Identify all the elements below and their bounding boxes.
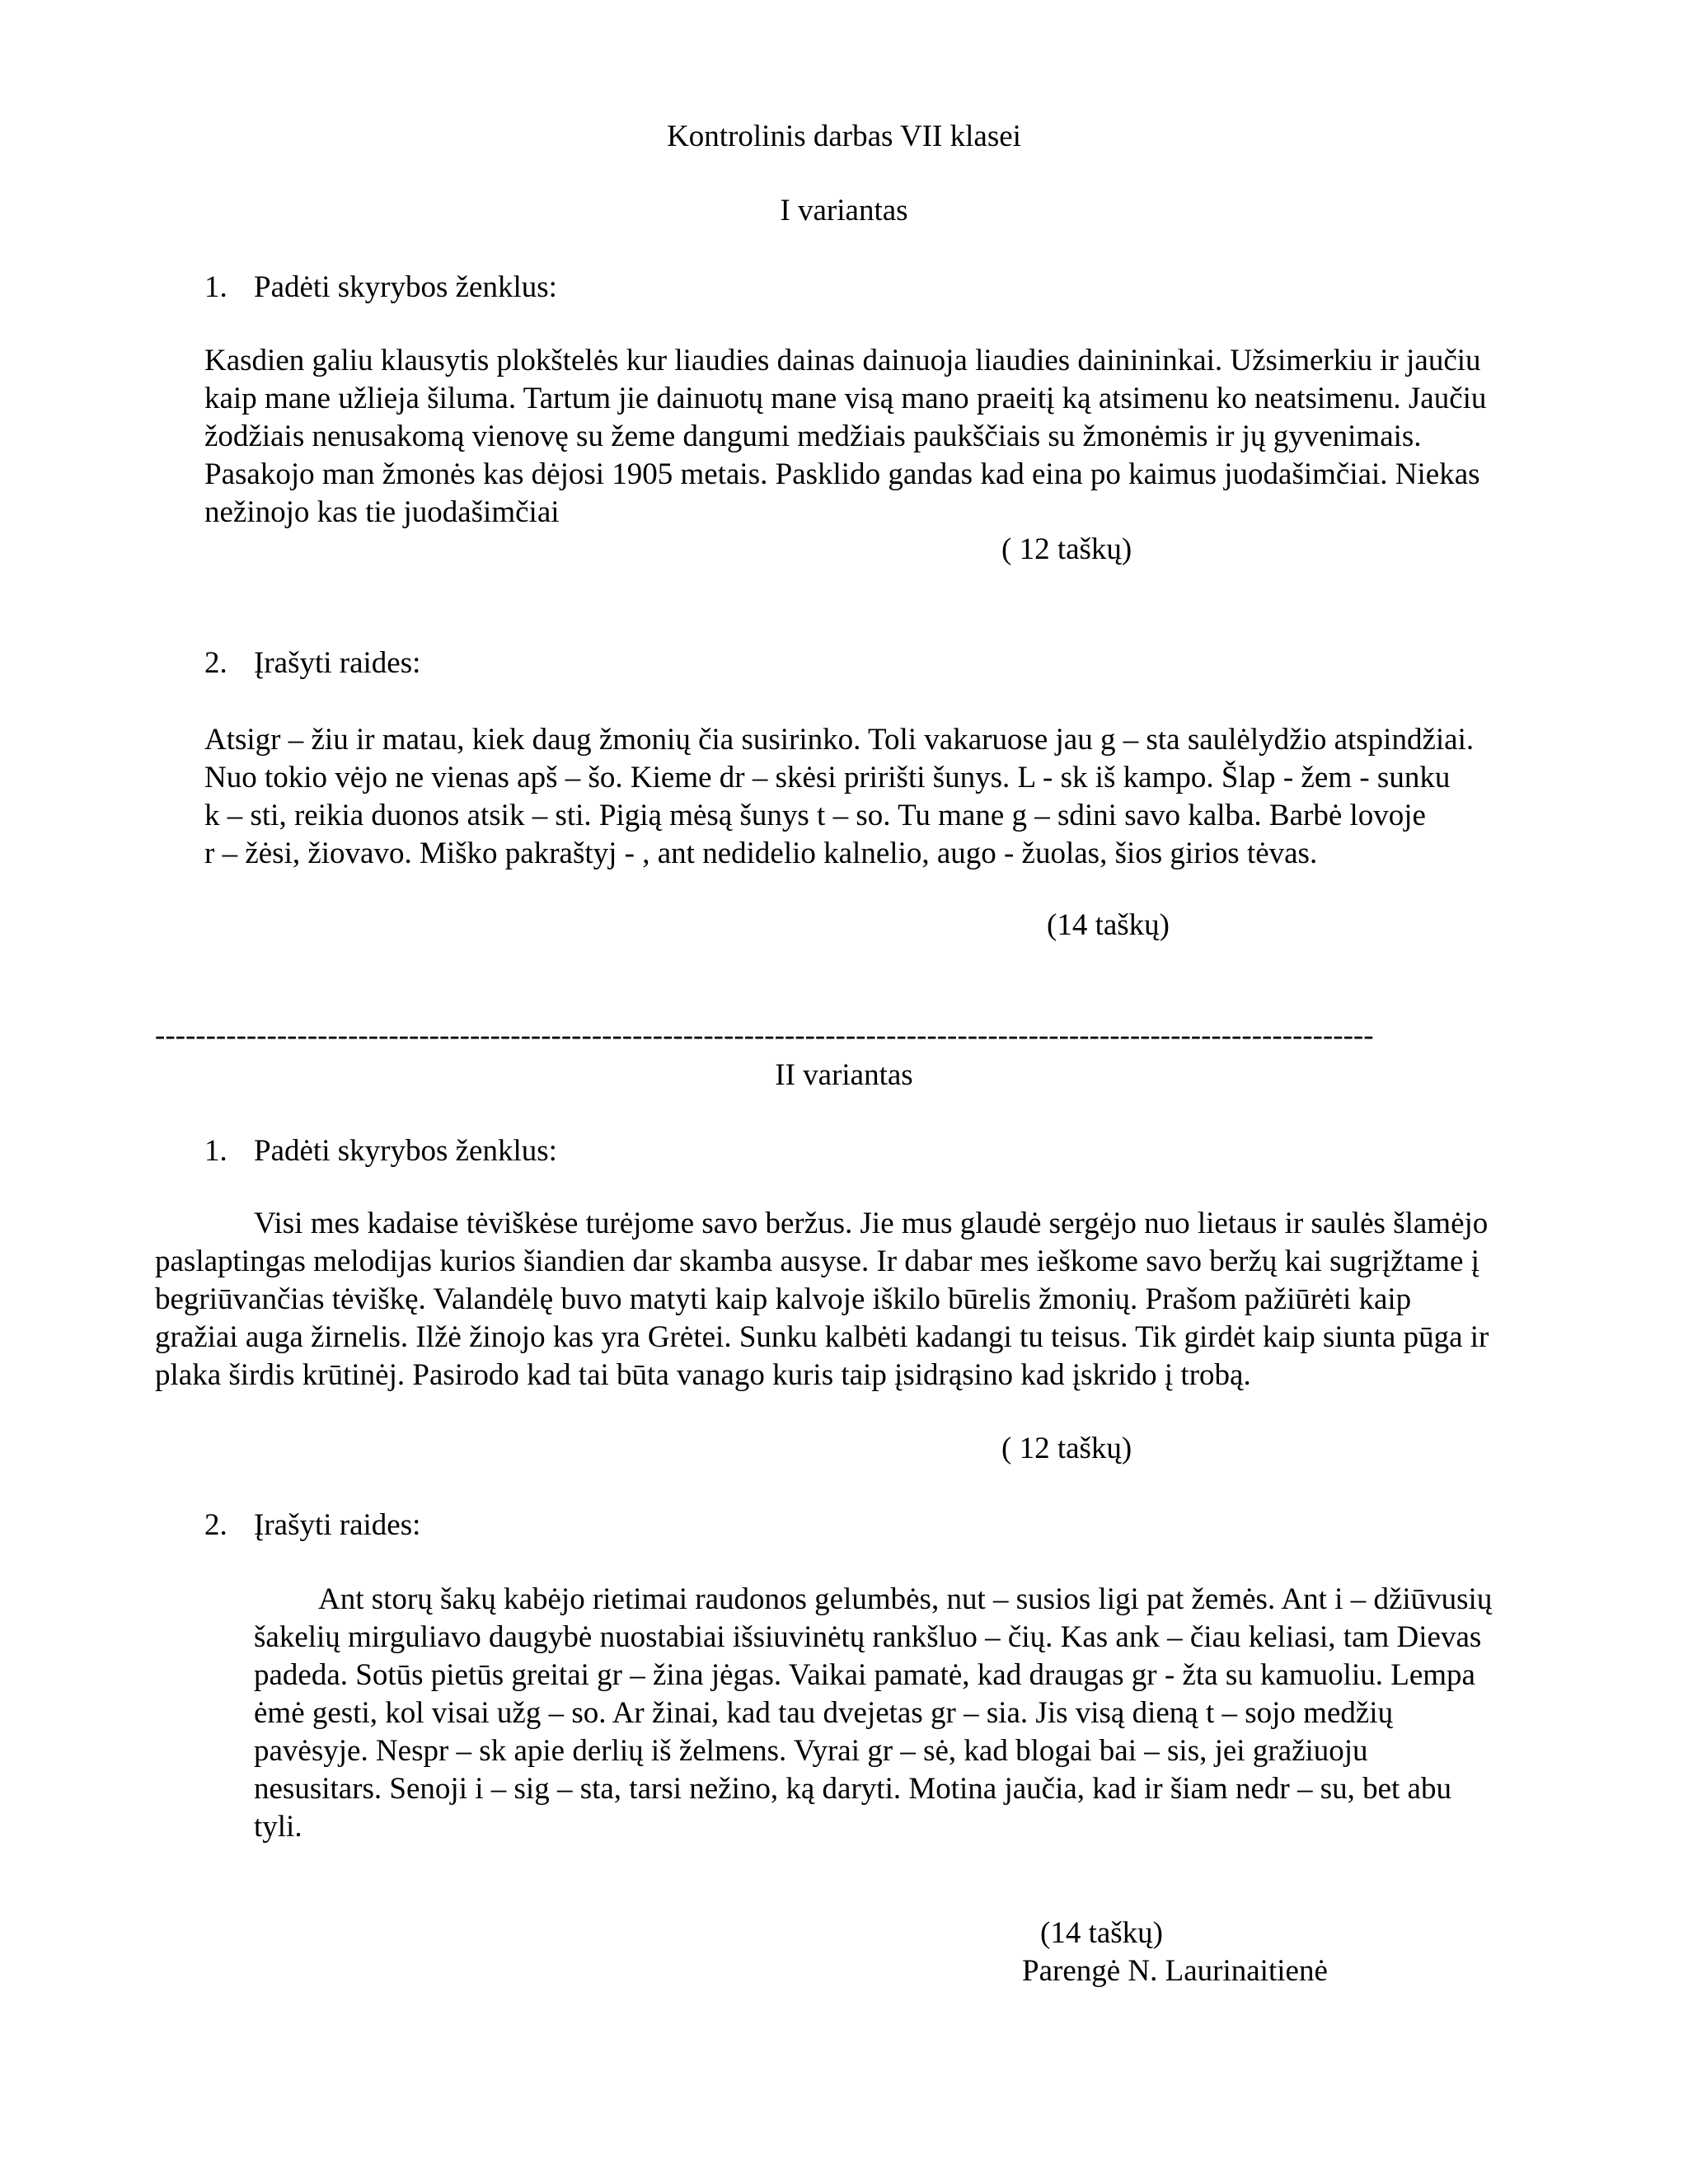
v2-task2-instruction-text: Įrašyti raides: (254, 1508, 421, 1542)
v1-task2-text (204, 721, 1474, 873)
text-line: tyli. (254, 1810, 302, 1844)
text-line: žodžiais nenusakomą vienovę su žeme dangumi medžiais paukščiais su žmonėmis ir jų gyvenimais. (204, 419, 1422, 453)
text-line: nesusitars. Senoji i – sig – sta, tarsi nežino, ką daryti. Motina jaučia, kad ir šiam nedr – su, bet abu (254, 1772, 1451, 1806)
text-line: padeda. Sotūs pietūs greitai gr – žina jėgas. Vaikai pamatė, kad draugas gr - žta su kamuoliu. Lempa (254, 1658, 1475, 1692)
v2-task1-points: ( 12 taškų) (1001, 1432, 1132, 1465)
text-line: Atsigr – žiu ir matau, kiek daug žmonių čia susirinko. Toli vakaruose jau g – sta saulėlydžio atspindžiai. (204, 723, 1475, 757)
v1-task2-number: 2. (204, 646, 227, 680)
text-line: Pasakojo man žmonės kas dėjosi 1905 metais. Pasklido gandas kad eina po kaimus juodašimčiai. Niekas (204, 457, 1480, 491)
author-credit: Parengė N. Laurinaitienė (1022, 1954, 1328, 1988)
v1-task1-number: 1. (204, 270, 227, 304)
text-line: kaip mane užlieja šiluma. Tartum jie dainuotų mane visą mano praeitį ką atsimenu ko neatsimenu. Jaučiu (204, 382, 1487, 415)
v1-task1-points: ( 12 taškų) (1001, 532, 1132, 566)
v2-task1-number: 1. (204, 1134, 227, 1168)
v1-task2-instruction-text: Įrašyti raides: (254, 646, 421, 680)
text-line: nežinojo kas tie juodašimčiai (204, 495, 560, 529)
text-line: r – žėsi, žiovavo. Miško pakraštyj - , ant nedidelio kalnelio, augo - žuolas, šios girios tėvas. (204, 837, 1318, 870)
variant-1-heading: I variantas (780, 194, 908, 227)
text-line: pavėsyje. Nespr – sk apie derlių iš želmens. Vyrai gr – sė, kad blogai bai – sis, jei gražiuoju (254, 1734, 1368, 1768)
text-line: Nuo tokio vėjo ne vienas apš – šo. Kieme dr – skėsi pririšti šunys. L - sk iš kampo. Šlap - žem - sunku (204, 761, 1451, 794)
v2-task1-text (155, 1205, 1489, 1394)
section-separator: ------------------------------------------------------------------------------------------------------------------------ (155, 1019, 1374, 1052)
text-line: Kasdien galiu klausytis plokštelės kur liaudies dainas dainuoja liaudies dainininkai. Užsimerkiu ir jaučiu (204, 344, 1481, 377)
text-line: ėmė gesti, kol visai užg – so. Ar žinai, kad tau dvejetas gr – sia. Jis visą dieną t – sojo medžių (254, 1696, 1394, 1730)
text-line: k – sti, reikia duonos atsik – sti. Pigią mėsą šunys t – so. Tu mane g – sdini savo kalba. Barbė lovoje (204, 799, 1426, 832)
text-line: paslaptingas melodijas kurios šiandien dar skamba ausyse. Ir dabar mes ieškome savo beržų kai sugrįžtame į (155, 1244, 1479, 1278)
v1-task1-instruction-text: Padėti skyrybos ženklus: (254, 270, 557, 304)
text-line: Ant storų šakų kabėjo rietimai raudonos gelumbės, nut – susios ligi pat žemės. Ant i – džiūvusių (318, 1582, 1493, 1616)
text-line: šakelių mirguliavo daugybė nuostabiai išsiuvinėtų rankšluo – čių. Kas ank – čiau keliasi, tam Dievas (254, 1620, 1482, 1654)
v2-task2-number: 2. (204, 1508, 227, 1542)
text-line: plaka širdis krūtinėj. Pasirodo kad tai būta vanago kuris taip įsidrąsino kad įskrido į trobą. (155, 1358, 1251, 1392)
v1-task2-instruction (204, 644, 420, 682)
v1-task1-instruction (204, 269, 557, 307)
page-title: Kontrolinis darbas VII klasei (667, 120, 1021, 153)
v2-task1-instruction (204, 1132, 557, 1170)
v2-task2-instruction (204, 1507, 420, 1544)
text-line: gražiai auga žirnelis. Ilžė žinojo kas yra Grėtei. Sunku kalbėti kadangi tu teisus. Tik girdėt kaip siunta pūga ir (155, 1320, 1489, 1354)
text-line: Visi mes kadaise tėviškėse turėjome savo beržus. Jie mus glaudė sergėjo nuo lietaus ir saulės šlamėjo (254, 1207, 1489, 1240)
v2-task1-instruction-text: Padėti skyrybos ženklus: (254, 1134, 557, 1168)
v1-task1-text (204, 342, 1486, 532)
variant-2-heading: II variantas (775, 1058, 913, 1092)
v1-task2-points: (14 taškų) (1047, 908, 1170, 942)
text-line: begriūvančias tėviškę. Valandėlę buvo matyti kaip kalvoje iškilo būrelis žmonių. Prašom pažiūrėti kaip (155, 1282, 1412, 1316)
v2-task2-text (254, 1581, 1492, 1846)
v2-task2-points: (14 taškų) (1040, 1916, 1163, 1950)
